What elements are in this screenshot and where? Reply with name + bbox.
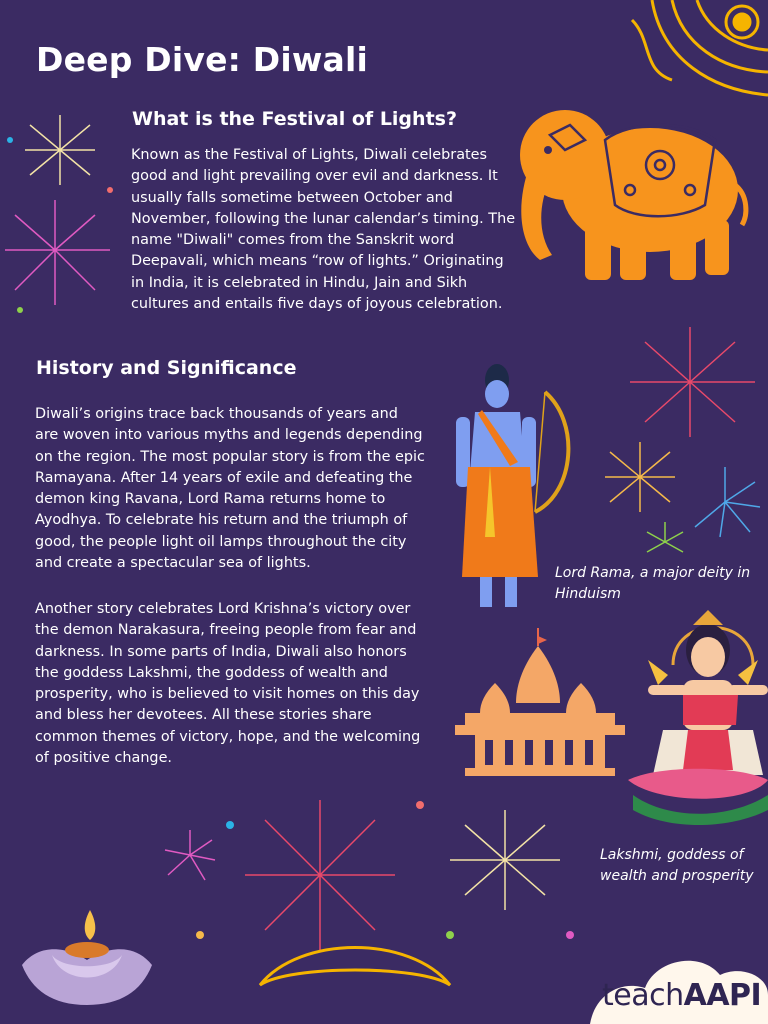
history-paragraph-2: Another story celebrates Lord Krishna’s victory over the demon Narakasura, freeing people from fear and darkness. In some parts of India, Diwali also honors the goddess Lakshmi, the goddess of wealth and prosperity, who is believed to visit homes on this day and bless her devotees. All these stories share common themes of victory, hope, and the welcoming of positive change. <box>35 601 421 767</box>
diya-lamp-icon <box>12 910 162 1010</box>
history-paragraph-1: Diwali’s origins trace back thousands of years and are woven into various myths and legends depending on the region. The most popular story is from the epic Ramayana. After 14 years of exile and defeating the demon king Ravana, Lord Rama returns home to Ayodhya. To celebrate his return and the triumph of good, the people light oil lamps throughout the city and create a spectacular sea of lights. <box>35 406 425 572</box>
rama-caption: Lord Rama, a major deity in Hinduism <box>555 565 751 602</box>
mandala-icon <box>612 0 768 110</box>
logo-brand: AAPI <box>683 978 762 1013</box>
firework-icon <box>0 110 130 320</box>
page-title: Deep Dive: Diwali <box>36 40 369 79</box>
firework-icon <box>595 322 768 562</box>
teachaapi-logo <box>602 978 761 1013</box>
firework-icon <box>150 785 600 1024</box>
elephant-icon <box>510 95 750 290</box>
history-heading: History and Significance <box>36 357 297 379</box>
temple-icon <box>455 628 625 778</box>
lakshmi-caption: Lakshmi, goddess of wealth and prosperity <box>600 847 754 884</box>
intro-heading: What is the Festival of Lights? <box>132 108 457 130</box>
lakshmi-icon <box>628 605 768 830</box>
intro-paragraph: Known as the Festival of Lights, Diwali celebrates good and light prevailing over evil and darkness. It usually falls sometime between October and November, following the lunar calendar’s timing. The name "Diwali" comes from the Sanskrit word Deepavali, which means “row of lights.” Originating in India, it is celebrated in Hindu, Jain and Sikh cultures and entails five days of joyous celebration. <box>131 147 516 313</box>
logo-prefix: teach <box>602 978 684 1013</box>
